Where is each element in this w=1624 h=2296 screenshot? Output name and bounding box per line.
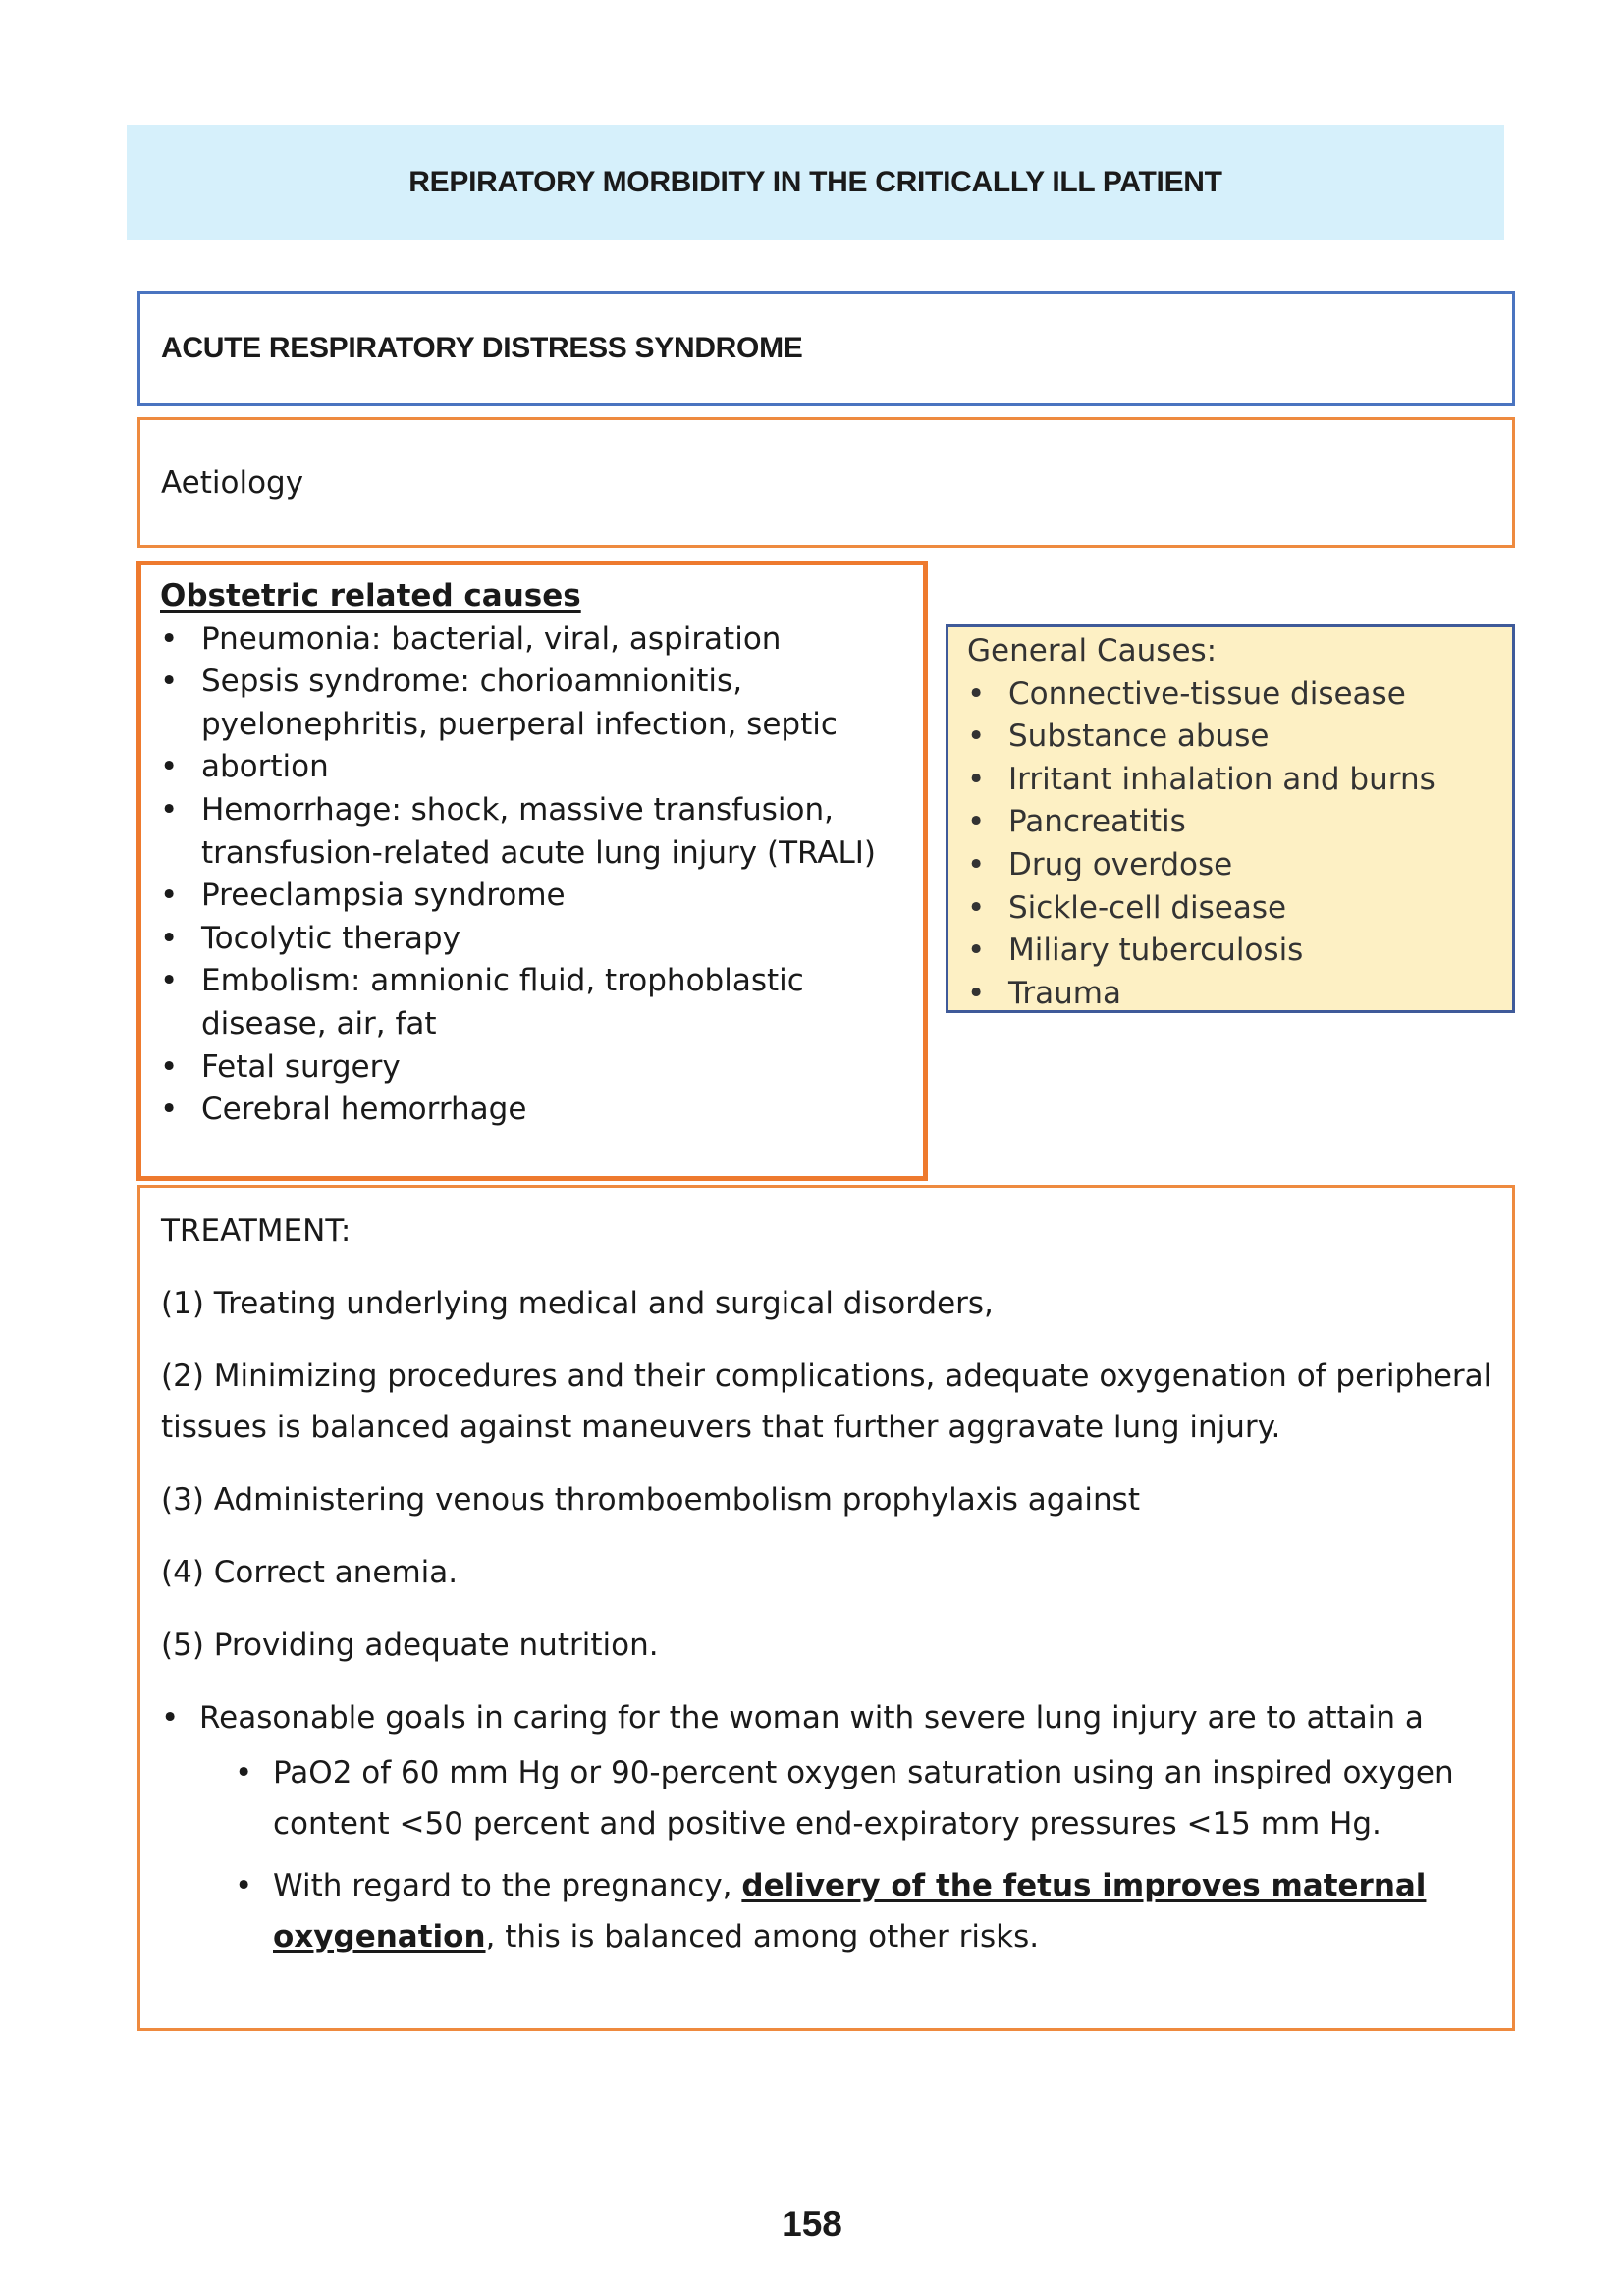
general-causes-list [967,673,1502,1016]
aetiology-box [137,417,1515,548]
treatment-goals [161,1692,1494,1962]
general-causes-box [946,624,1515,1013]
general-causes-heading: General Causes: [967,633,1218,668]
page-number: 158 [782,2204,842,2244]
goal-delivery-prefix: With regard to the pregnancy, [273,1868,742,1903]
list-item: • Embolism: amnionic fluid, trophoblastic disease, air, fat [160,960,905,1045]
goal-delivery-suffix: , this is balanced among other risks. [485,1919,1040,1954]
list-item: • Trauma [967,973,1502,1016]
aetiology-label: Aetiology [161,464,304,501]
page-title: REPIRATORY MORBIDITY IN THE CRITICALLY ILL PATIENT [408,165,1222,198]
treatment-step: (3) Administering venous thromboembolism prophylaxis against [161,1482,1140,1518]
list-item: • Cerebral hemorrhage [160,1089,905,1132]
goals-sublist [199,1747,1494,1962]
treatment-heading: TREATMENT: [161,1213,352,1249]
goal-delivery-emphasis: delivery of the fetus improves maternal oxygenation [273,1868,1427,1954]
list-item: • Miliary tuberculosis [967,930,1502,973]
list-item: • Substance abuse [967,716,1502,759]
list-item: • Hemorrhage: shock, massive transfusion, transfusion-related acute lung injury (TRALI) [160,789,905,875]
treatment-box [137,1185,1515,2031]
list-item: • Sepsis syndrome: chorioamnionitis, pyelonephritis, puerperal infection, septic [160,661,905,746]
list-item: • Preeclampsia syndrome [160,875,905,918]
list-item: • Pneumonia: bacterial, viral, aspiration [160,618,905,662]
list-item: • Sickle-cell disease [967,887,1502,931]
list-item: • Tocolytic therapy [160,918,905,961]
treatment-step: (5) Providing adequate nutrition. [161,1628,659,1663]
list-item: • Irritant inhalation and burns [967,759,1502,802]
treatment-step: (1) Treating underlying medical and surgical disorders, [161,1286,994,1321]
goal-oxygenation: • PaO2 of 60 mm Hg or 90-percent oxygen saturation using an inspired oxygen content <50 percent and positive end-expiratory pressures <15 mm Hg. [199,1747,1494,1849]
list-item: • Connective-tissue disease [967,673,1502,717]
list-item: • Pancreatitis [967,801,1502,844]
treatment-step: (4) Correct anemia. [161,1555,459,1590]
goals-intro: Reasonable goals in caring for the woman with severe lung injury are to attain a [199,1700,1424,1735]
section-title-box [137,291,1515,406]
treatment-step: (2) Minimizing procedures and their complications, adequate oxygenation of peripheral tissues is balanced against maneuvers that further aggravate lung injury. [161,1359,1492,1445]
goals-intro-item [161,1692,1494,1962]
obstetric-causes-list [160,618,905,1132]
list-item: • Drug overdose [967,844,1502,887]
page-title-banner [127,125,1504,240]
obstetric-causes-heading: Obstetric related causes [160,578,581,614]
obstetric-causes-box [136,561,928,1181]
list-item: • Fetal surgery [160,1046,905,1090]
list-item: • abortion [160,746,905,789]
goal-delivery [199,1860,1494,1962]
section-title: ACUTE RESPIRATORY DISTRESS SYNDROME [161,332,803,364]
